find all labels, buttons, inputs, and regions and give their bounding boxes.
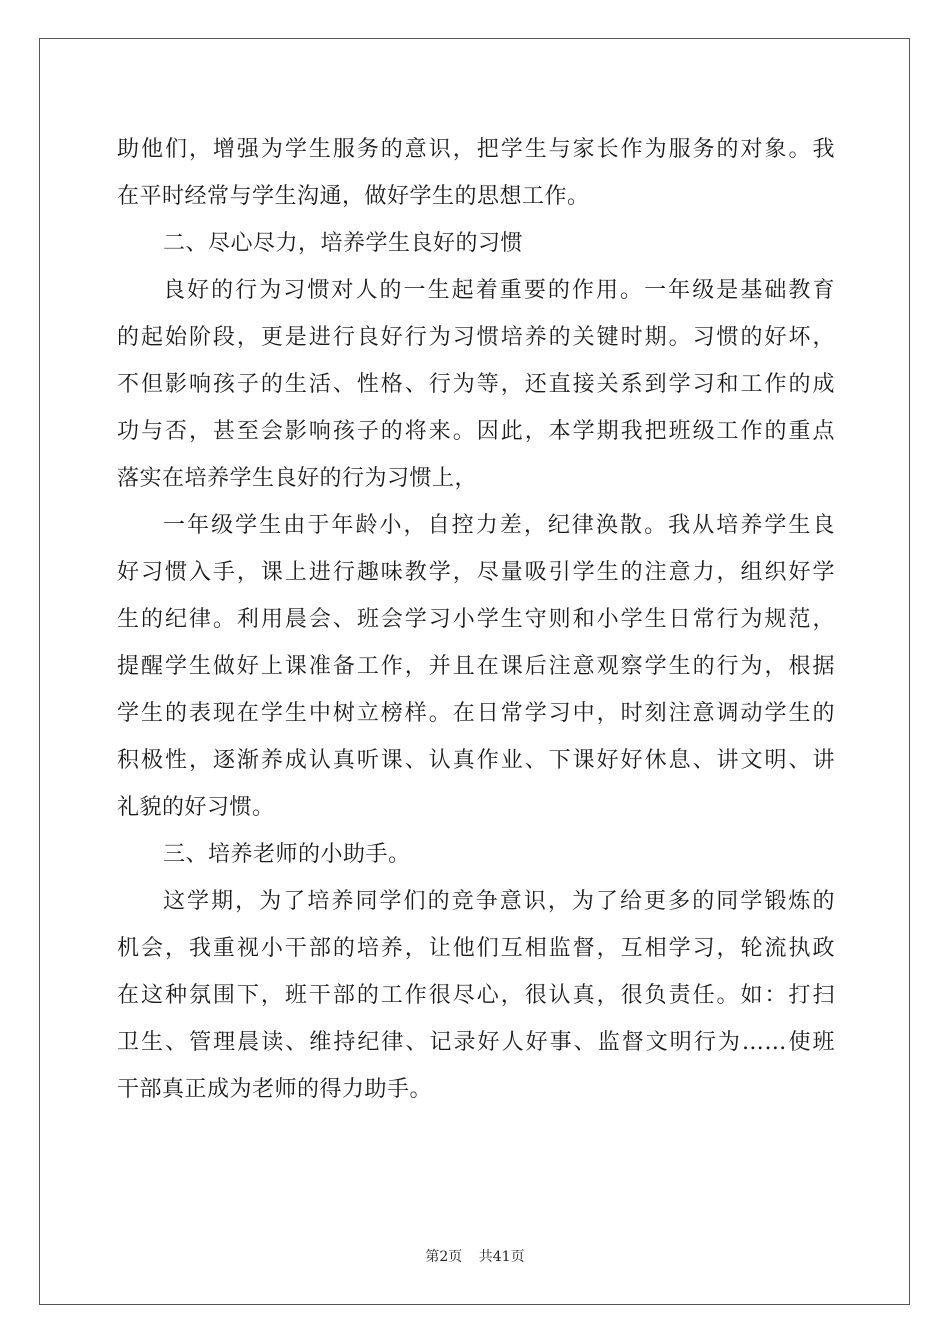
- text-line: 功与否，甚至会影响孩子的将来。因此，本学期我把班级工作的重点: [117, 419, 835, 444]
- text-line: 卫生、管理晨读、维持纪律、记录好人好事、监督文明行为……使班: [117, 1030, 835, 1055]
- text-line: 助他们，增强为学生服务的意识，把学生与家长作为服务的对象。我: [117, 137, 835, 162]
- document-body: [117, 126, 835, 1113]
- paragraph: [117, 267, 835, 502]
- page-number: 第2页: [425, 1249, 463, 1265]
- paragraph: [117, 878, 835, 1113]
- text-line: 在平时经常与学生沟通，做好学生的思想工作。: [117, 184, 590, 209]
- text-line: 学生的表现在学生中树立榜样。在日常学习中，时刻注意调动学生的: [117, 701, 835, 726]
- text-line: 一年级学生由于年龄小，自控力差，纪律涣散。我从培养学生良: [163, 513, 835, 538]
- text-line: 不但影响孩子的生活、性格、行为等，还直接关系到学习和工作的成: [117, 372, 835, 397]
- text-line: 积极性，逐渐养成认真听课、认真作业、下课好好休息、讲文明、讲: [117, 748, 835, 773]
- paragraph: [117, 126, 835, 220]
- text-line: 生的纪律。利用晨会、班会学习小学生守则和小学生日常行为规范，: [117, 607, 835, 632]
- page-total: 共41页: [478, 1249, 525, 1265]
- text-line: 好习惯入手，课上进行趣味教学，尽量吸引学生的注意力，组织好学: [117, 560, 835, 585]
- text-line: 落实在培养学生良好的行为习惯上，: [117, 466, 478, 491]
- text-line: 的起始阶段，更是进行良好行为习惯培养的关键时期。习惯的好坏，: [117, 325, 835, 350]
- text-line: 二、尽心尽力，培养学生良好的习惯: [163, 231, 524, 256]
- text-line: 提醒学生做好上课准备工作，并且在课后注意观察学生的行为，根据: [117, 654, 835, 679]
- text-line: 礼貌的好习惯。: [117, 795, 275, 820]
- text-line: 这学期，为了培养同学们的竞争意识，为了给更多的同学锻炼的: [163, 889, 835, 914]
- page-footer: [0, 1246, 950, 1266]
- section-heading: [117, 831, 835, 878]
- text-line: 三、培养老师的小助手。: [163, 842, 411, 867]
- paragraph: [117, 502, 835, 831]
- section-heading: [117, 220, 835, 267]
- text-line: 在这种氛围下，班干部的工作很尽心，很认真，很负责任。如：打扫: [117, 983, 835, 1008]
- text-line: 良好的行为习惯对人的一生起着重要的作用。一年级是基础教育: [163, 278, 835, 303]
- text-line: 机会，我重视小干部的培养，让他们互相监督，互相学习，轮流执政: [117, 936, 835, 961]
- text-line: 干部真正成为老师的得力助手。: [117, 1077, 433, 1102]
